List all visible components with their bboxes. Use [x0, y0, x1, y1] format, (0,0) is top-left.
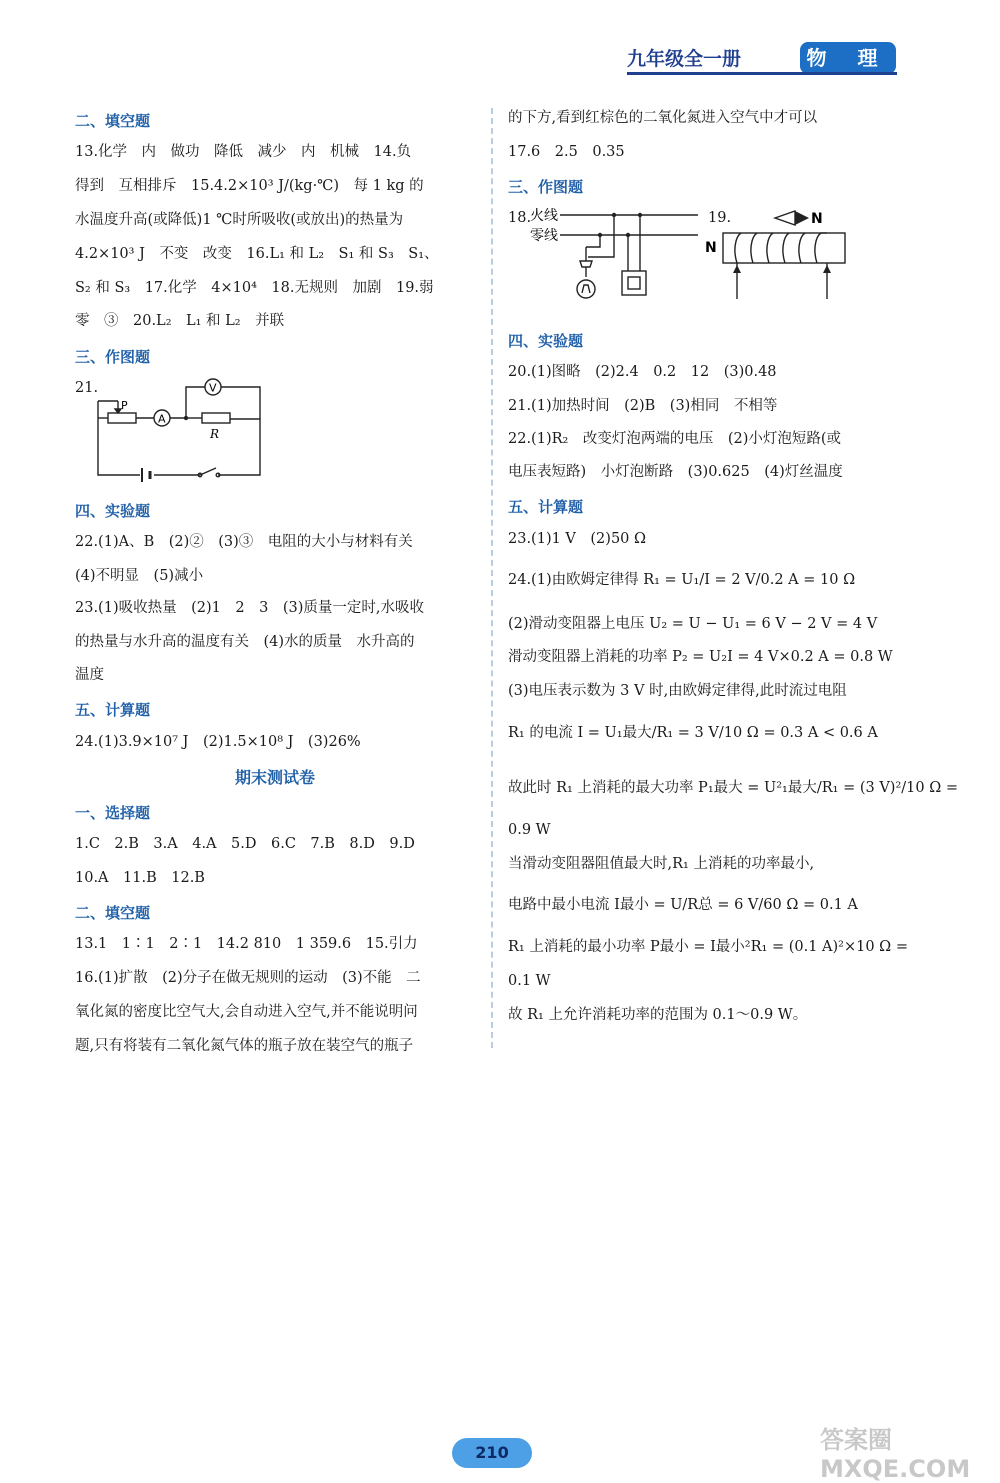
circuit-label-a: A	[158, 412, 166, 426]
right-calc-line-4: 滑动变阻器上消耗的功率 P₂ = U₂I = 4 V×0.2 A = 0.8 W	[508, 649, 893, 665]
left-fill2-line-3: 氧化氮的密度比空气大,会自动进入空气,并不能说明问	[75, 1004, 418, 1020]
q21-label: 21.	[75, 380, 99, 396]
left-section-fill2: 二、填空题	[75, 904, 151, 922]
left-fill-line-3: 水温度升高(或降低)1 ℃时所吸收(或放出)的热量为	[75, 212, 404, 228]
circuit-label-v: V	[209, 381, 217, 395]
left-fill2-line-4: 题,只有将装有二氧化氮气体的瓶子放在装空气的瓶子	[75, 1038, 414, 1054]
right-calc-line-11: R₁ 上消耗的最小功率 P最小 = I最小²R₁ = (0.1 A)²×10 Ω =	[508, 939, 908, 955]
right-section-draw: 三、作图题	[508, 178, 584, 196]
right-calc-line-12: 0.1 W	[508, 973, 551, 989]
right-calc-line-13: 故 R₁ 上允许消耗功率的范围为 0.1～0.9 W。	[508, 1007, 808, 1023]
left-fill2-line-1: 13.1 1∶1 2∶1 14.2 810 1 359.6 15.引力	[75, 936, 418, 952]
page-number: 210	[452, 1438, 532, 1468]
left-fill-line-6: 零 ③ 20.L₂ L₁ 和 L₂ 并联	[75, 313, 285, 329]
right-cont-line-1: 的下方,看到红棕色的二氧化氮进入空气中才可以	[508, 110, 818, 126]
right-cont-line-2: 17.6 2.5 0.35	[508, 144, 625, 160]
right-calc-line-8: 0.9 W	[508, 822, 551, 838]
left-section-exp: 四、实验题	[75, 502, 151, 520]
left-choice-line-2: 10.A 11.B 12.B	[75, 870, 205, 886]
circuit-label-r: R	[210, 427, 220, 441]
right-calc-line-9: 当滑动变阻器阻值最大时,R₁ 上消耗的功率最小,	[508, 856, 815, 872]
right-calc-line-3: (2)滑动变阻器上电压 U₂ = U − U₁ = 6 V − 2 V = 4 V	[508, 616, 878, 632]
right-calc-line-5: (3)电压表示数为 3 V 时,由欧姆定律得,此时流过电阻	[508, 683, 847, 699]
left-calc-line: 24.(1)3.9×10⁷ J (2)1.5×10⁸ J (3)26%	[75, 734, 361, 750]
right-calc-line-1: 23.(1)1 V (2)50 Ω	[508, 531, 647, 547]
right-exp-line-2: 21.(1)加热时间 (2)B (3)相同 不相等	[508, 398, 778, 414]
left-fill-line-5: S₂ 和 S₃ 17.化学 4×10⁴ 18.无规则 加剧 19.弱	[75, 280, 434, 296]
household-circuit-q18	[528, 205, 708, 315]
left-exp-line-5: 温度	[75, 667, 104, 683]
left-fill2-line-2: 16.(1)扩散 (2)分子在做无规则的运动 (3)不能 二	[75, 970, 421, 986]
left-exp-line-3: 23.(1)吸收热量 (2)1 2 3 (3)质量一定时,水吸收	[75, 600, 424, 616]
q18-label: 18.	[508, 210, 532, 226]
right-exp-line-3: 22.(1)R₂ 改变灯泡两端的电压 (2)小灯泡短路(或	[508, 431, 842, 447]
zero-line-label: 零线	[530, 228, 558, 244]
left-exp-line-1: 22.(1)A、B (2)② (3)③ 电阻的大小与材料有关	[75, 534, 413, 550]
left-exp-line-2: (4)不明显 (5)减小	[75, 568, 204, 584]
left-exp-line-4: 的热量与水升高的温度有关 (4)水的质量 水升高的	[75, 634, 415, 650]
header-underline	[627, 72, 897, 75]
left-section-fill: 二、填空题	[75, 112, 151, 130]
right-section-calc: 五、计算题	[508, 498, 584, 516]
column-divider	[491, 108, 493, 1048]
left-fill-line-1: 13.化学 内 做功 降低 减少 内 机械 14.负	[75, 144, 412, 160]
final-exam-title: 期末测试卷	[234, 768, 315, 787]
right-calc-line-2: 24.(1)由欧姆定律得 R₁ = U₁/I = 2 V/0.2 A = 10 Ω	[508, 572, 856, 588]
right-calc-line-10: 电路中最小电流 I最小 = U/R总 = 6 V/60 Ω = 0.1 A	[508, 897, 858, 913]
needle-n-label: N	[811, 211, 823, 227]
header-grade: 九年级全一册	[627, 48, 742, 70]
left-section-calc: 五、计算题	[75, 701, 151, 719]
left-fill-line-2: 得到 互相排斥 15.4.2×10³ J/(kg·℃) 每 1 kg 的	[75, 178, 424, 194]
q19-label: 19.	[708, 210, 732, 226]
solenoid-q19	[705, 203, 855, 303]
circuit-diagram-q21	[90, 375, 290, 485]
right-calc-line-7: 故此时 R₁ 上消耗的最大功率 P₁最大 = U²₁最大/R₁ = (3 V)²/10 Ω =	[508, 780, 958, 796]
left-fill-line-4: 4.2×10³ J 不变 改变 16.L₁ 和 L₂ S₁ 和 S₃ S₁、	[75, 246, 439, 262]
watermark: 答案圈 MXQE.COM	[820, 1426, 971, 1483]
solenoid-n-label: N	[705, 240, 717, 256]
left-section-choice: 一、选择题	[75, 804, 151, 822]
right-exp-line-4: 电压表短路) 小灯泡断路 (3)0.625 (4)灯丝温度	[508, 464, 843, 480]
header-subject-badge: 物 理	[800, 42, 896, 74]
right-section-exp: 四、实验题	[508, 332, 584, 350]
circuit-label-p: P	[121, 399, 128, 412]
right-calc-line-6: R₁ 的电流 I = U₁最大/R₁ = 3 V/10 Ω = 0.3 A < 0.6 A	[508, 725, 878, 741]
left-section-draw: 三、作图题	[75, 348, 151, 366]
right-exp-line-1: 20.(1)图略 (2)2.4 0.2 12 (3)0.48	[508, 364, 777, 380]
fire-line-label: 火线	[530, 208, 558, 224]
left-choice-line-1: 1.C 2.B 3.A 4.A 5.D 6.C 7.B 8.D 9.D	[75, 836, 415, 852]
